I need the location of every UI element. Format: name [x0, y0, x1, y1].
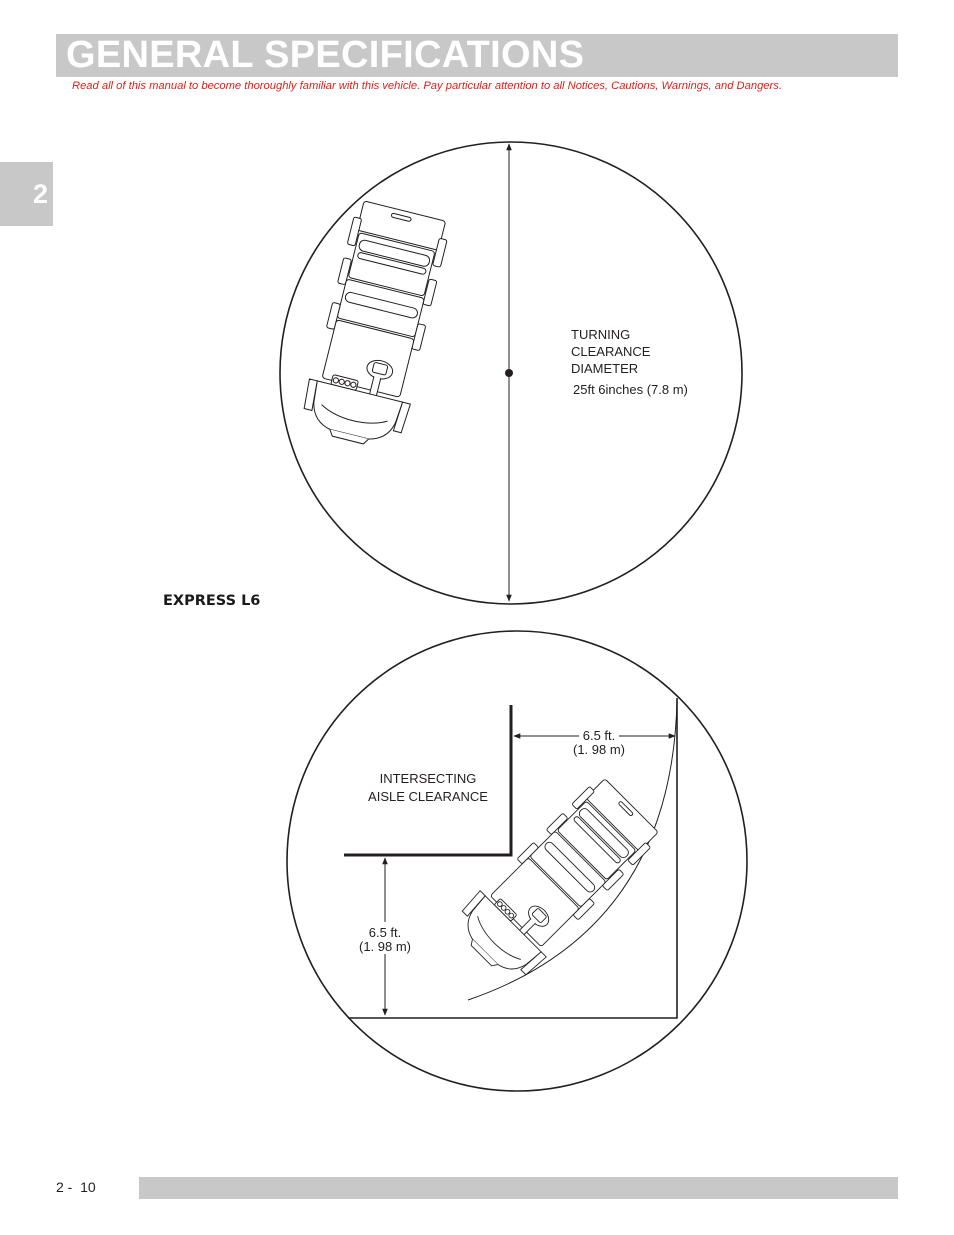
svg-text:6.5 ft. [583, 728, 616, 743]
turning-label-line1: TURNING [571, 327, 631, 342]
turning-clearance-diagram [280, 142, 742, 604]
svg-text:DIAMETER [571, 361, 638, 376]
aisle-clearance-diagram [287, 631, 747, 1091]
aisle-label-line2: AISLE CLEARANCE [368, 789, 488, 804]
vertical-dimension-m: (1. 98 m) [358, 939, 412, 954]
footer-bar [139, 1177, 898, 1199]
aisle-circle [287, 631, 747, 1091]
svg-text:6.5 ft. [369, 925, 402, 940]
vehicle-topview [297, 198, 455, 452]
center-dot [505, 369, 513, 377]
turning-diameter-value: 25ft 6inches (7.8 m) [573, 382, 688, 397]
svg-text:TURNING [571, 327, 630, 342]
svg-text:25ft 6inches (7.8 m) [573, 382, 688, 397]
svg-text:AISLE CLEARANCE [368, 789, 488, 804]
turning-label-line3: DIAMETER [571, 361, 639, 376]
turning-label-line2: CLEARANCE [571, 344, 651, 359]
aisle-label-line1: INTERSECTING [379, 771, 477, 786]
vertical-dimension-ft: 6.5 ft. [368, 925, 402, 940]
page-title: GENERAL SPECIFICATIONS [66, 34, 585, 76]
svg-text:INTERSECTING [380, 771, 477, 786]
horizontal-dimension-m: (1. 98 m) [572, 742, 626, 757]
svg-text:CLEARANCE [571, 344, 651, 359]
horizontal-dimension-ft: 6.5 ft. [582, 728, 616, 743]
svg-text:(1. 98 m) [359, 939, 411, 954]
section-tab-number: 2 [32, 179, 48, 209]
model-label: EXPRESS L6 [163, 593, 261, 609]
svg-text:(1. 98 m) [573, 742, 625, 757]
page-number: 2 - 10 [56, 1179, 96, 1195]
safety-notice: Read all of this manual to become thoroughly familiar with this vehicle. Pay particular attention to all Notices, Cautions, Warnings, and Dangers. [72, 80, 782, 92]
